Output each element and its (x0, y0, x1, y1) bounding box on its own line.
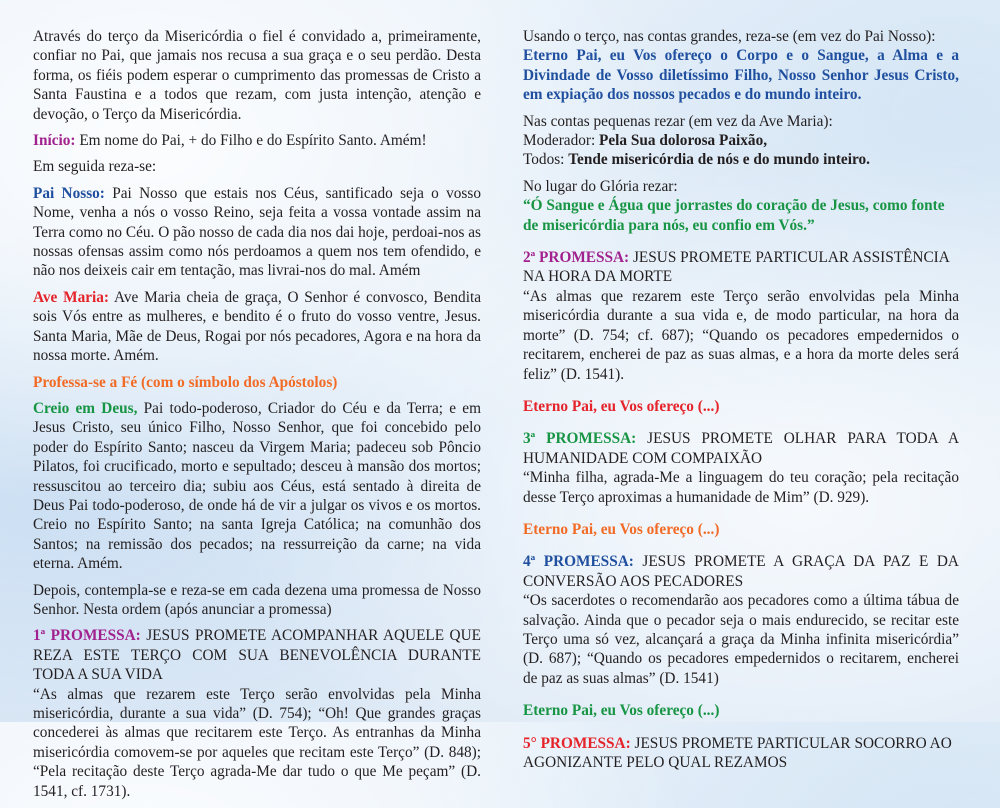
usando-text: Usando o terço, nas contas grandes, reza-se (em vez do Pai Nosso): (523, 28, 936, 45)
promessa-5-title-text: JESUS PROMETE PARTICULAR SOCORRO AO AGONIZANTE PELO QUAL REZAMOS (523, 734, 952, 771)
contas-pequenas-block (523, 112, 959, 170)
right-column (523, 27, 959, 779)
moderador-line (523, 131, 959, 150)
ave-maria-paragraph (33, 288, 481, 366)
promessa-5 (523, 734, 959, 773)
promessa-4-title (523, 552, 959, 591)
promessa-5-title (523, 734, 959, 773)
inicio-text: Em nome do Pai, + do Filho e do Espírito Santo. Amém! (75, 132, 427, 150)
intro-paragraph: Através do terço da Misericórdia o fiel é convidado a, primeiramente, confiar no Pai, que jamais nos recusa a sua graça e o seu perdão. Desta forma, os fiéis podem esperar o cumprimento das promessas de Cristo a Santa Faustina e a todos que rezam, com justa intenção, atenção e devoção, o Terço da Misericórdia. (33, 28, 481, 123)
eterno-pai-short-2: Eterno Pai, eu Vos ofereço (...) (523, 520, 720, 538)
professa-heading: Professa-se a Fé (com o símbolo dos Apóstolos) (33, 373, 338, 391)
promessa-2-title (523, 248, 959, 287)
pai-nosso-paragraph (33, 184, 481, 281)
promessa-1-label: 1ª PROMESSA: (33, 627, 141, 645)
promessa-2-quote: “As almas que rezarem este Terço serão envolvidas pela Minha misericórdia durante a sua vida e, de modo particular, na hora da morte” (D. 754; cf. 687); “Quando os pecadores empedernidos o recitarem, encherei de paz as suas almas, e a hora da morte deles será feliz” (D. 1541). (523, 287, 959, 383)
o-sangue-prayer: “Ó Sangue e Água que jorrastes do coração de Jesus, como fonte de misericórdia para nós, eu confio em Vós.” (523, 197, 945, 234)
promessa-4-title-text: JESUS PROMETE A GRAÇA DA PAZ E DA CONVERSÃO AOS PECADORES (523, 553, 959, 590)
todos-line (523, 150, 959, 169)
todos-label: Todos: (523, 151, 569, 169)
promessa-1-title-text: JESUS PROMETE ACOMPANHAR AQUELE QUE REZA ESTE TERÇO COM SUA BENEVOLÊNCIA DURANTE TODA A SUA VIDA (33, 627, 481, 684)
em-seguida-text: Em seguida reza-se: (33, 158, 157, 176)
creio-paragraph (33, 399, 481, 574)
pai-nosso-text: Pai Nosso que estais nos Céus, santificado seja o vosso Nome, venha a nós o vosso Reino, seja feita a vossa vontade assim na Terra como no Céu. O pão nosso de cada dia nos dai hoje, perdoai-nos as nossas ofensas assim como nós perdoamos a quem nos tem ofendido, e não nos deixeis cair em tentação, mas livrai-nos do mal. Amém (33, 184, 481, 280)
pai-nosso-label: Pai Nosso: (33, 184, 105, 202)
moderador-text: Pela Sua dolorosa Paixão, (599, 132, 768, 150)
moderador-label: Moderador: (523, 132, 600, 150)
eterno-pai-prayer: Eterno Pai, eu Vos ofereço o Corpo e o Sangue, a Alma e a Divindade de Vosso diletíssimo Filho, Nosso Senhor Jesus Cristo, em expiação dos nossos pecados e do mundo inteiro. (523, 47, 959, 104)
no-lugar-text: No lugar do Glória rezar: (523, 177, 678, 195)
promessa-3-label: 3ª PROMESSA: (523, 430, 637, 448)
nas-contas-text: Nas contas pequenas rezar (em vez da Ave Maria): (523, 112, 833, 130)
inicio-label: Início: (33, 132, 76, 150)
promessa-4 (523, 552, 959, 688)
promessa-2 (523, 248, 959, 384)
promessa-4-label: 4ª PROMESSA: (523, 553, 634, 571)
inicio-paragraph (33, 131, 481, 150)
promessa-4-quote: “Os sacerdotes o recomendarão aos pecadores como a última tábua de salvação. Ainda que o pecador seja o mais endurecido, se recitar este Terço uma só vez, alcançará a graça da Minha infinita misericórdia” (D. 687); “Quando os pecadores empedernidos o recitarem, encherei de paz as suas almas” (D. 1541) (523, 592, 959, 687)
ave-maria-text: Ave Maria cheia de graça, O Senhor é convosco, Bendita sois Vós entre as mulheres, e bendito é o fruto do vosso ventre, Jesus. Santa Maria, Mãe de Deus, Rogai por nós pecadores, Agora e na hora da nossa morte. Amém. (33, 288, 481, 365)
promessa-1 (33, 626, 481, 801)
left-column (33, 27, 481, 808)
promessa-2-label: 2ª PROMESSA: (523, 249, 630, 267)
eterno-pai-short-3: Eterno Pai, eu Vos ofereço (...) (523, 702, 720, 720)
ave-maria-label: Ave Maria: (33, 288, 110, 306)
promessa-2-title-text: JESUS PROMETE PARTICULAR ASSISTÊNCIA NA HORA DA MORTE (523, 249, 949, 286)
promessa-3 (523, 429, 959, 507)
promessa-5-label: 5° PROMESSA: (523, 734, 631, 752)
eterno-pai-short-1: Eterno Pai, eu Vos ofereço (...) (523, 397, 720, 415)
promessa-3-title (523, 429, 959, 468)
promessa-1-title (33, 626, 481, 684)
todos-text: Tende misericórdia de nós e do mundo inteiro. (568, 151, 870, 169)
creio-label: Creio em Deus, (33, 399, 138, 417)
promessa-3-quote: “Minha filha, agrada-Me a linguagem do teu coração; pela recitação desse Terço aproximas a humanidade de Mim” (D. 929). (523, 469, 959, 506)
promessa-1-quote: “As almas que rezarem este Terço serão envolvidas pela Minha misericórdia, durante a sua vida” (D. 754); “Oh! Que grandes graças concederei às almas que recitarem este Terço. As entranhas da Minha misericórdia comovem-se por aqueles que recitam este Terço” (D. 848); “Pela recitação deste Terço agrada-Me dar tudo o que Me peçam” (D. 1541, cf. 1731). (33, 685, 481, 800)
creio-text: Pai todo-poderoso, Criador do Céu e da Terra; e em Jesus Cristo, seu único Filho, Nosso Senhor, que foi concebido pelo poder do Espírito Santo; nasceu da Virgem Maria; padeceu sob Pôncio Pilatos, foi crucificado, morto e sepultado; desceu à mansão dos mortos; ressuscitou ao terceiro dia; subiu aos Céus, está sentado à direita de Deus Pai todo-poderoso, de onde há de vir a julgar os vivos e os mortos. Creio no Espírito Santo; na santa Igreja Católica; na comunhão dos Santos; na remissão dos pecados; na ressurreição da carne; na vida eterna. Amém. (33, 399, 481, 573)
promessa-3-title-text: JESUS PROMETE OLHAR PARA TODA A HUMANIDADE COM COMPAIXÃO (523, 430, 959, 467)
depois-paragraph: Depois, contempla-se e reza-se em cada dezena uma promessa de Nosso Senhor. Nesta ordem (após anunciar a promessa) (33, 581, 481, 618)
